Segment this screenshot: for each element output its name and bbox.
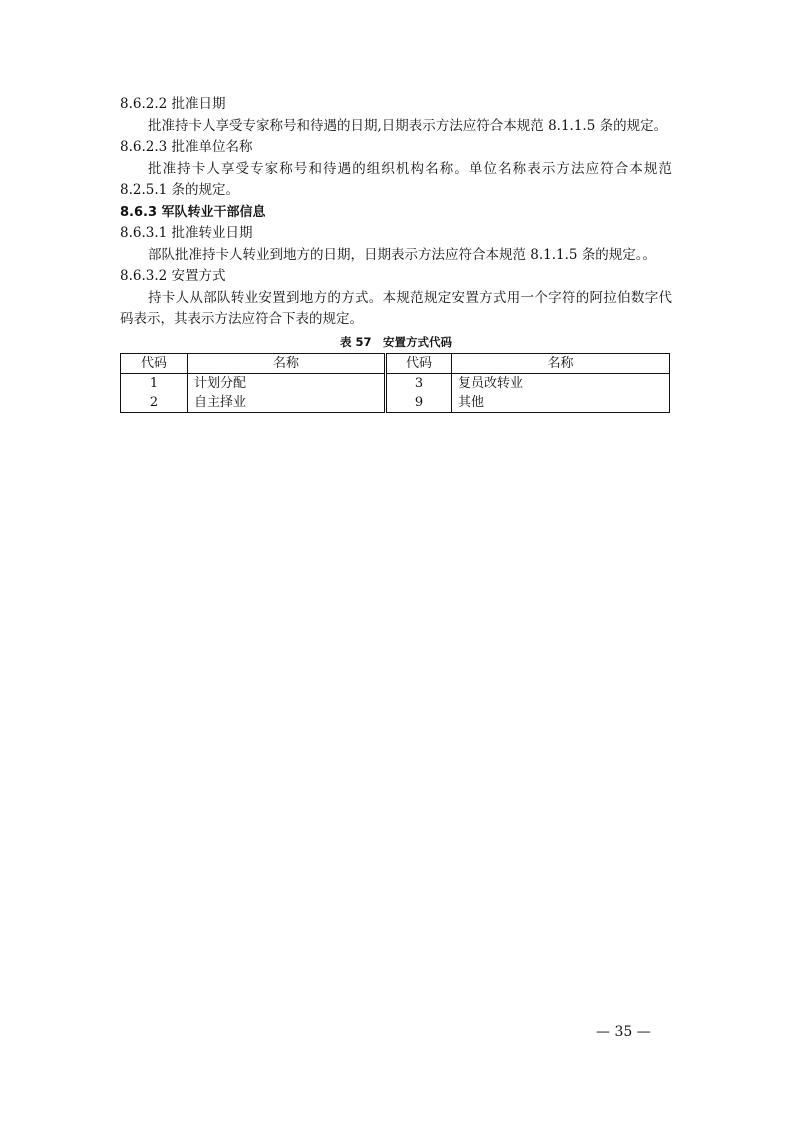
table-cell: 计划分配 bbox=[188, 373, 386, 393]
table-cell: 复员改转业 bbox=[452, 373, 670, 393]
section-paragraph: 批准持卡人享受专家称号和待遇的组织机构名称。单位名称表示方法应符合本规范 8.2.5.1 条的规定。 bbox=[120, 160, 672, 198]
column-header: 代码 bbox=[121, 353, 188, 373]
table-row bbox=[121, 373, 670, 393]
table-cell: 3 bbox=[386, 373, 452, 393]
table-cell: 自主择业 bbox=[188, 393, 386, 413]
column-header: 名称 bbox=[452, 353, 670, 373]
section-heading: 8.6.3.1 批准转业日期 bbox=[120, 225, 253, 241]
table-header-row bbox=[121, 353, 670, 373]
table-row bbox=[121, 393, 670, 413]
table-cell: 1 bbox=[121, 373, 188, 393]
document-body bbox=[120, 94, 672, 413]
placement-code-table bbox=[120, 353, 670, 413]
section-heading: 8.6.2.3 批准单位名称 bbox=[120, 139, 253, 155]
section-heading: 8.6.3 军队转业干部信息 bbox=[120, 204, 266, 220]
table-cell: 2 bbox=[121, 393, 188, 413]
table-cell: 其他 bbox=[452, 393, 670, 413]
table-caption: 表 57 安置方式代码 bbox=[339, 334, 452, 349]
table-cell: 9 bbox=[386, 393, 452, 413]
column-header: 名称 bbox=[188, 353, 386, 373]
page-number: — 35 — bbox=[596, 1024, 651, 1040]
section-heading: 8.6.2.2 批准日期 bbox=[120, 96, 226, 112]
section-paragraph: 部队批准持卡人转业到地方的日期，日期表示方法应符合本规范 8.1.1.5 条的规定。。 bbox=[148, 246, 657, 263]
section-paragraph: 批准持卡人享受专家称号和待遇的日期,日期表示方法应符合本规范 8.1.1.5 条的规定。 bbox=[148, 117, 668, 134]
column-header: 代码 bbox=[386, 353, 452, 373]
section-paragraph: 持卡人从部队转业安置到地方的方式。本规范规定安置方式用一个字符的阿拉伯数字代码表示，其表示方法应符合下表的规定。 bbox=[120, 289, 672, 327]
section-heading: 8.6.3.2 安置方式 bbox=[120, 268, 226, 284]
